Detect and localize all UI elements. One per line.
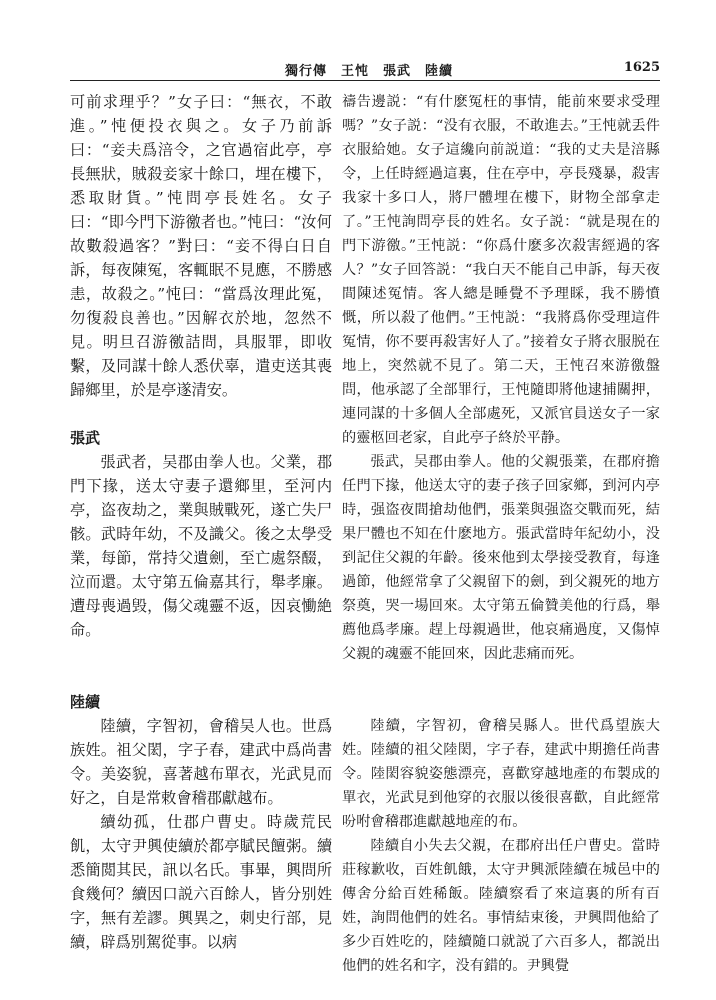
lu-xu-translation-p1: 陸續，字智初，會稽吴縣人。世代爲望族大姓。陸續的祖父陸閎，字子春，建武中期擔任尚書令。陸閎容貌姿態漂亮，喜歡穿越地產的布製成的單衣，光武見到他穿的衣服以後很喜歡，自此經常吩咐會稽郡進獻越地産的布。 [342,718,660,830]
running-header [70,58,660,80]
wang-tun-section [70,90,332,402]
lu-xu-classical-p2: 續幼孤，仕郡户曹史。時歲荒民飢，太守尹興使續於都亭賦民饘粥。續悉簡閲其民，訊以名氏。事畢，興問所食幾何？續因口説六百餘人，皆分别姓字，無有差謬。興異之，刺史行部，見續，辟爲别駕從事。以病 [70,813,332,951]
wang-tun-translation-text: 禱告邊説：“有什麽冤枉的事情，能前來要求受理嗎？”女子説：“没有衣服，不敢進去。”王忳就丢件衣服給她。女子這纔向前説道：“我的丈夫是涪縣令，上任時經過這裏，住在亭中，亭長殘暴，殺害我家十多口人，將尸體埋在樓下，財物全部拿走了。”王忳詢問亭長的姓名。女子説：“就是現在的門下游徼。”王忳説：“你爲什麽多次殺害經過的客人？”女子回答説：“我白天不能自己申訴，每天夜間陳述冤情。客人總是睡覺不予理睬，我不勝憤慨，所以殺了他們。”王忳説：“我將爲你受理這件冤情，你不要再殺害好人了。”接着女子將衣服脱在地上，突然就不見了。第二天，王忳召來游徼盤問，他承認了全部罪行，王忳隨即將他逮捕關押，連同謀的十多個人全部處死，又派官員送女子一家的靈柩回老家，自此亭子終於平静。 [342,94,660,446]
zhang-wu-translation [342,450,660,666]
lu-xu-section [70,690,332,954]
wang-tun-classical-text: 可前求理乎？”女子曰：“無衣，不敢進。”忳便投衣與之。女子乃前訴曰：“妾夫爲涪令，之官過宿此亭，亭長無狀，賊殺妾家十餘口，埋在樓下，悉取財貨。”忳問亭長姓名。女子曰：“即今門下游徼者也。”忳曰：“汝何故數殺過客？”對曰：“妾不得白日自訴，每夜陳冤，客輒眠不見應，不勝感恚，故殺之。”忳曰：“當爲汝理此冤，勿復殺良善也。”因解衣於地，忽然不見。明旦召游徼詰問，具服罪，即收繫，及同謀十餘人悉伏辜，遣吏送其喪歸鄉里，於是亭遂清安。 [70,93,332,399]
page-number: 1625 [623,60,660,75]
lu-xu-translation [342,714,660,978]
lu-xu-heading: 陸續 [70,693,101,711]
header-title: 獨行傳 王忳 張武 陸續 [285,64,454,79]
header-rule [70,80,660,81]
lu-xu-translation-p2: 陸續自小失去父親，在郡府出任户曹史。當時莊稼歉收，百姓飢餓，太守尹興派陸續在城邑中的傳舍分給百姓稀飯。陸續察看了來這裏的所有百姓，詢問他們的姓名。事情結束後，尹興問他給了多少百姓吃的，陸續隨口就説了六百多人，都説出他們的姓名和字，没有錯的。尹興覺 [342,838,660,974]
zhang-wu-classical-text: 張武者，吴郡由拳人也。父業，郡門下掾，送太守妻子還鄉里，至河内亭，盗夜劫之，業與賊戰死，遂亡失尸骸。武時年幼，不及識父。後之太學受業，每節，常持父遺劍，至亡處祭醊，泣而還。太守第五倫嘉其行，舉孝廉。遭母喪過毁，傷父魂靈不返，因哀慟絶命。 [70,453,332,639]
lu-xu-classical-p1: 陸續，字智初，會稽吴人也。世爲族姓。祖父閎，字子春，建武中爲尚書令。美姿貌，喜著越布單衣，光武見而好之，自是常敕會稽郡獻越布。 [70,717,332,807]
zhang-wu-section [70,426,332,642]
zhang-wu-heading: 張武 [70,429,101,447]
zhang-wu-translation-text: 張武，吴郡由拳人。他的父親張業，在郡府擔任門下掾，他送太守的妻子孩子回家鄉，到河内亭時，强盗夜間搶劫他們，張業與强盗交戰而死，結果尸體也不知在什麽地方。張武當時年紀幼小，没到記住父親的年齡。後來他到太學接受教育，每逢過節，他經常拿了父親留下的劍，到父親死的地方祭奠，哭一場回來。太守第五倫贊美他的行爲，舉薦他爲孝廉。趕上母親過世，他哀痛過度，又傷悼父親的魂靈不能回來，因此悲痛而死。 [342,454,660,662]
wang-tun-translation [342,90,660,450]
